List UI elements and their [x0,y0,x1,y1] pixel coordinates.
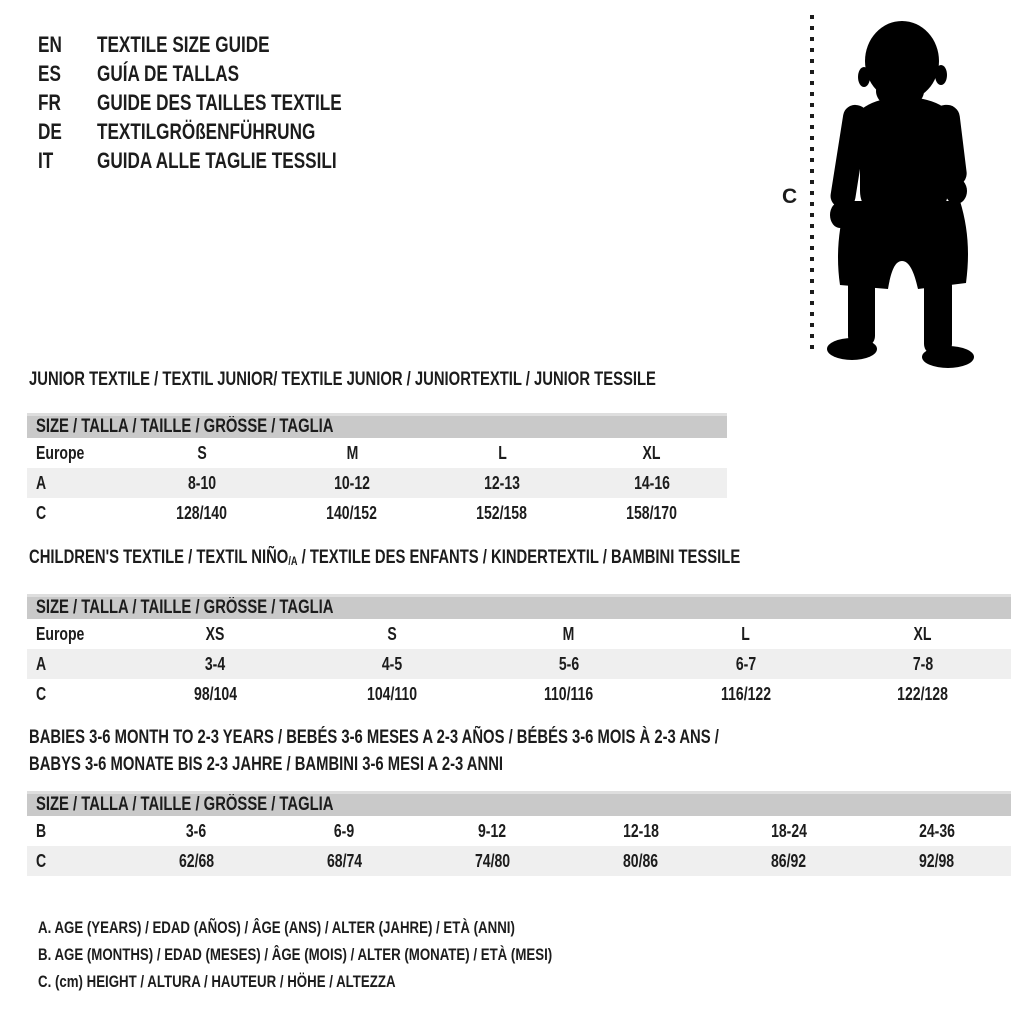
cell-text: 152/158 [476,502,528,523]
row-label-text: C [36,850,47,871]
cell-text: S [387,623,397,644]
cell-text: 4-5 [382,653,403,674]
row-label [27,679,127,709]
language-title-text: TEXTILGRÖßENFÜHRUNG [97,118,316,144]
footnote-a [38,914,697,941]
language-code-text: EN [38,31,62,57]
language-code-text: DE [38,118,62,144]
cell-text: S [197,442,207,463]
cell-text: 7-8 [912,653,933,674]
children-size-table [27,594,1011,709]
row-label-text: Europe [36,442,85,463]
table-header-bar [27,413,727,438]
children-title-post: / TEXTILE DES ENFANTS / KINDERTEXTIL / BAMBINI TESSILE [297,547,741,568]
cell-text: 6-9 [334,820,355,841]
section-title-junior [29,368,833,392]
language-code [38,90,97,116]
cell-text: XS [206,623,225,644]
table-cell [834,619,1011,649]
language-code [38,148,97,174]
babies-title-line2-text: BABYS 3-6 MONATE BIS 2-3 JAHRE / BAMBINI 3-6 MESI A 2-3 ANNI [29,753,504,775]
section-title-children-text [29,547,740,569]
table-cell [127,438,277,468]
table-row-height [27,498,727,528]
row-label-text: C [36,502,47,523]
section-title-babies [29,724,913,775]
junior-size-table [27,413,727,528]
row-label-text: A [36,472,47,493]
figure-block [778,5,1020,377]
table-cell [427,468,577,498]
row-label-text: C [36,683,47,704]
table-cell [122,816,270,846]
table-row-europe [27,619,1011,649]
cell-text: M [346,442,358,463]
language-code [38,32,97,58]
toddler-silhouette [827,21,974,368]
table-row-age [27,649,1011,679]
children-title-sub: /A [288,555,298,569]
cell-text: 5-6 [558,653,580,674]
children-title-pre: CHILDREN'S TEXTILE / TEXTIL NIÑO [29,547,289,568]
row-label [27,438,127,468]
table-cell [304,679,481,709]
row-label-text: B [36,820,47,841]
cell-text: 24-36 [918,820,955,841]
toddler-silhouette-icon [778,5,1020,377]
table-cell [577,468,727,498]
table-cell [657,619,834,649]
cell-text: 104/110 [367,683,418,704]
table-cell [277,468,427,498]
language-row-de [38,117,411,146]
table-cell [127,649,304,679]
cell-text: 3-6 [185,820,207,841]
cell-text: 122/128 [897,683,948,704]
table-cell [715,846,863,876]
footnote-c [38,968,697,995]
cell-text: 80/86 [623,850,659,871]
footnote-b [38,941,697,968]
table-cell [277,498,427,528]
table-cell [657,649,834,679]
table-cell [715,816,863,846]
table-cell [270,816,418,846]
section-title-junior-text: JUNIOR TEXTILE / TEXTIL JUNIOR/ TEXTILE JUNIOR / JUNIORTEXTIL / JUNIOR TESSILE [29,369,656,390]
table-cell [834,649,1011,679]
cell-text: L [497,442,507,463]
cell-text: 10-12 [334,472,370,493]
language-row-en [38,30,411,59]
cell-text: 3-4 [205,653,226,674]
table-row-height [27,679,1011,709]
language-row-es [38,59,411,88]
row-label [27,498,127,528]
row-label [27,468,127,498]
language-row-fr [38,88,411,117]
table-cell [127,498,277,528]
cell-text: 14-16 [634,472,670,493]
table-row-height [27,846,1011,876]
table-cell [122,846,270,876]
babies-title-line1-text: BABIES 3-6 MONTH TO 2-3 YEARS / BEBÉS 3-6 MESES A 2-3 AÑOS / BÉBÉS 3-6 MOIS À 2-3 ANS / [29,726,719,748]
cell-text: 9-12 [478,820,507,841]
table-cell [567,816,715,846]
table-cell [304,649,481,679]
cell-text: 62/68 [178,850,214,871]
cell-text: 12-18 [622,820,659,841]
language-code-text: ES [38,60,61,86]
babies-size-table [27,791,1011,876]
table-row-age [27,468,727,498]
table-cell [418,846,566,876]
table-cell [427,498,577,528]
cell-text: 128/140 [176,502,228,523]
language-code-text: FR [38,89,61,115]
table-cell [427,438,577,468]
table-cell [481,619,658,649]
language-title-text: GUIDA ALLE TAGLIE TESSILI [97,147,337,173]
language-title-text: GUIDE DES TAILLES TEXTILE [97,89,342,115]
table-header-text: SIZE / TALLA / TAILLE / GRÖSSE / TAGLIA [36,794,334,815]
cell-text: 98/104 [193,683,237,704]
cell-text: M [563,623,575,644]
table-cell [657,679,834,709]
table-header-bar [27,791,1011,816]
table-row-europe [27,438,727,468]
row-label [27,619,127,649]
table-header-bar [27,594,1011,619]
footnote-a-text: A. AGE (YEARS) / EDAD (AÑOS) / ÂGE (ANS) / ALTER (JAHRE) / ETÀ (ANNI) [38,917,515,937]
language-row-it [38,146,411,175]
cell-text: 18-24 [770,820,807,841]
language-title-list [38,30,411,175]
babies-title-line2 [29,751,913,778]
cell-text: XL [913,623,932,644]
cell-text: 140/152 [326,502,378,523]
cell-text: 8-10 [187,472,217,493]
table-cell [863,816,1011,846]
cell-text: XL [643,442,661,463]
cell-text: 86/92 [771,850,807,871]
row-label-text: A [36,653,47,674]
footnotes [38,914,697,995]
table-cell [127,679,304,709]
cell-text: 68/74 [326,850,362,871]
cell-text: 74/80 [474,850,510,871]
language-code [38,61,97,87]
babies-title-line1 [29,724,913,751]
cell-text: 158/170 [626,502,678,523]
table-cell [863,846,1011,876]
table-cell [127,619,304,649]
language-code [38,119,97,145]
table-header-text: SIZE / TALLA / TAILLE / GRÖSSE / TAGLIA [36,416,334,437]
cell-text: 12-13 [484,472,520,493]
table-cell [834,679,1011,709]
cell-text: L [741,623,751,644]
language-title-text: TEXTILE SIZE GUIDE [97,31,270,57]
table-cell [270,846,418,876]
table-cell [127,468,277,498]
table-row-age-months [27,816,1011,846]
row-label [27,649,127,679]
language-code-text: IT [38,147,54,173]
table-header-text: SIZE / TALLA / TAILLE / GRÖSSE / TAGLIA [36,597,334,618]
table-cell [577,498,727,528]
footnote-b-text: B. AGE (MONTHS) / EDAD (MESES) / ÂGE (MOIS) / ALTER (MONATE) / ETÀ (MESI) [38,944,553,964]
row-label-text: Europe [36,623,85,644]
cell-text: 116/122 [720,683,771,704]
row-label [27,846,122,876]
cell-text: 92/98 [919,850,955,871]
language-title-text: GUÍA DE TALLAS [97,60,240,86]
section-title-children [29,546,941,570]
cell-text: 6-7 [735,653,756,674]
row-label [27,816,122,846]
table-cell [481,649,658,679]
cell-text: 110/116 [544,683,594,704]
table-cell [567,846,715,876]
table-cell [481,679,658,709]
table-cell [418,816,566,846]
table-cell [304,619,481,649]
footnote-c-text: C. (cm) HEIGHT / ALTURA / HAUTEUR / HÖHE / ALTEZZA [38,971,396,991]
table-cell [277,438,427,468]
figure-measure-label: C [782,185,798,208]
table-cell [577,438,727,468]
